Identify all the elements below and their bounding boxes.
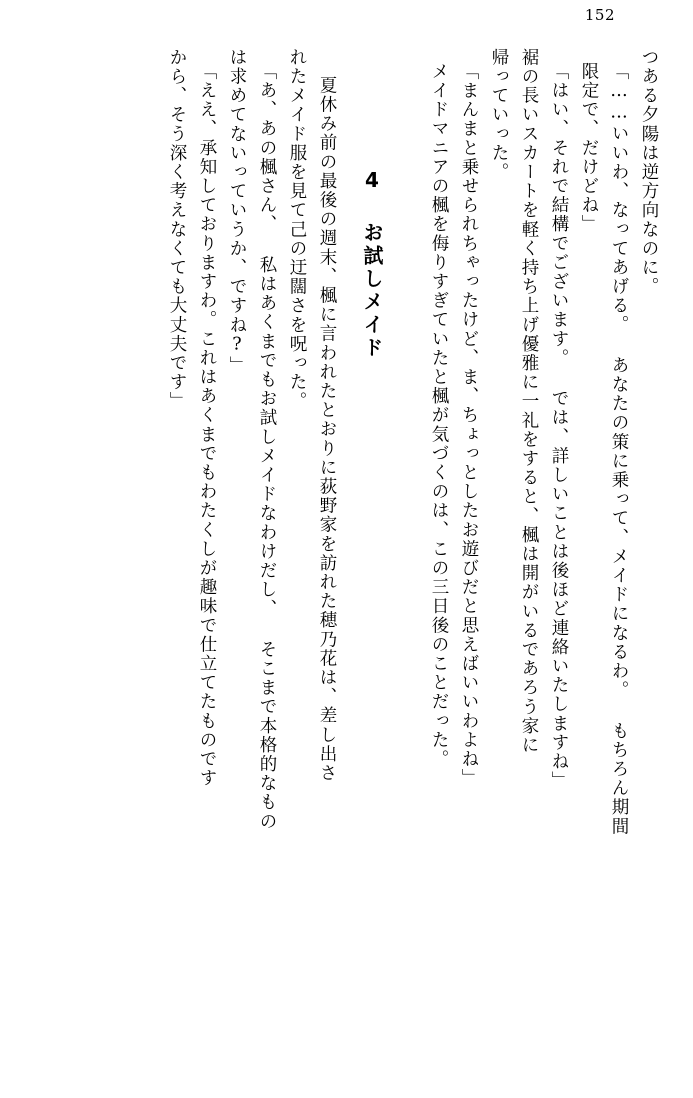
section-heading: 4 お試しメイド <box>360 168 384 360</box>
text-column: つある夕陽は逆方向なのに。 <box>639 48 659 297</box>
text-column: 限定で、だけどね」 <box>579 62 599 234</box>
text-column: 「はい、それで結構でございます。 では、詳しいことは後ほど連絡いたしますね」 <box>549 62 569 791</box>
text-column: メイドマニアの楓を侮りすぎていたと楓が気づくのは、この三日後のことだった。 <box>429 62 449 769</box>
text-column: 「……いいわ、なってあげる。 あなたの策に乗って、メイドになるわ。 もちろん期間 <box>609 62 629 836</box>
text-column: 夏休み前の最後の週末、楓に言われたとおりに荻野家を訪れた穂乃花は、差し出さ <box>317 76 337 783</box>
text-column: 「あ、あの楓さん、 私はあくまでもお試しメイドなわけだし、 そこまで本格的なもの <box>257 62 277 831</box>
text-column: 「ええ、承知しておりますわ。これはあくまでもわたくしが趣味で仕立てたものです <box>197 62 217 788</box>
column-gap <box>387 48 417 978</box>
text-column: 裾の長いスカートを軽く持ち上げ優雅に一礼をすると、楓は開がいるであろう家に <box>519 48 539 755</box>
text-column: 「まんまと乗せられちゃったけど、ま、ちょっとしたお遊びだと思えばいいわよね」 <box>459 62 479 788</box>
text-column: れたメイド服を見て己の迂闊さを呪った。 <box>287 48 307 411</box>
column-gap <box>335 48 353 978</box>
text-column: は求めてないっていうか、ですね?」 <box>227 48 247 376</box>
text-column: 帰っていった。 <box>489 48 509 182</box>
vertical-text-body <box>34 48 657 978</box>
page-number: 152 <box>584 6 615 24</box>
text-column: から、そう深く考えなくても大丈夫です」 <box>167 48 187 411</box>
